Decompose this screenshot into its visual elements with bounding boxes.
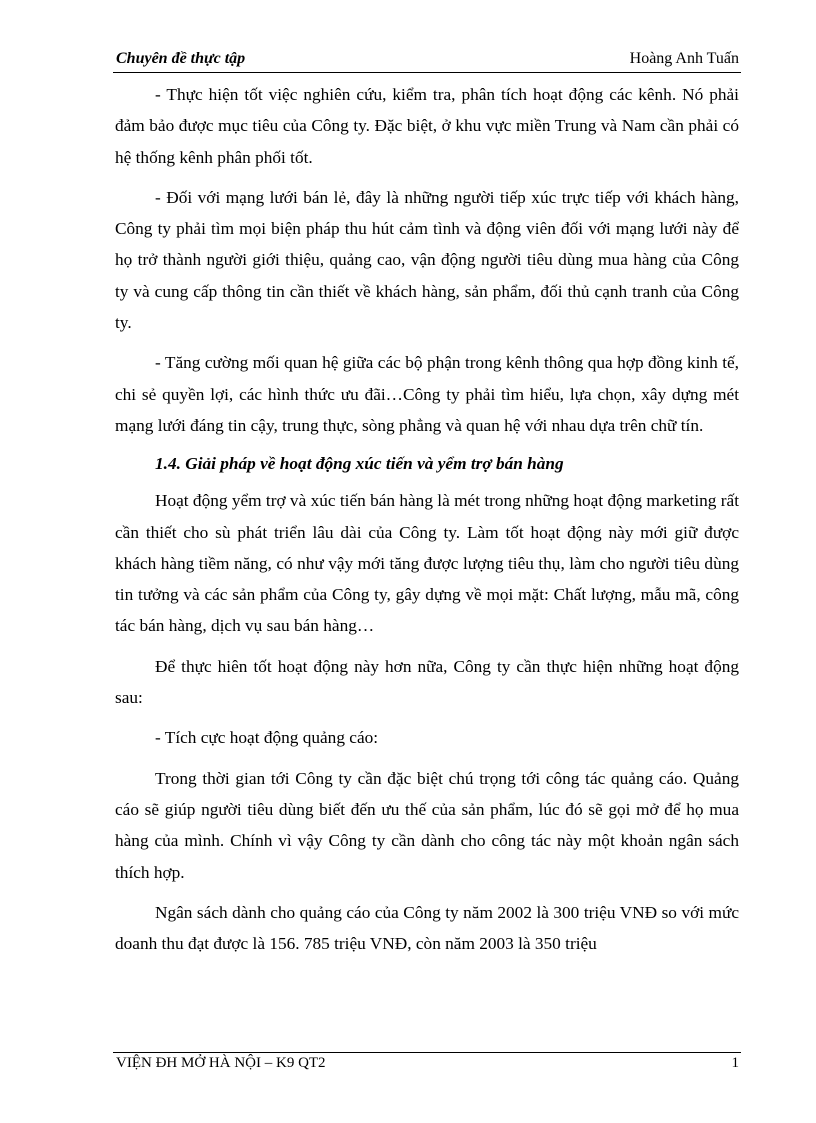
paragraph-7: Trong thời gian tới Công ty cần đặc biệt chú trọng tới công tác quảng cáo. Quảng cáo sẽ giúp người tiêu dùng biết đến ưu thế của sản phẩm, lúc đó sẽ gọi mở để họ mua hàng của mình. Chính vì vậy Công ty cần dành cho công tác này một khoản ngân sách thích hợp. xyxy=(115,768,739,882)
document-body xyxy=(115,79,739,959)
paragraph-1: - Thực hiện tốt việc nghiên cứu, kiểm tra, phân tích hoạt động các kênh. Nó phải đảm bảo được mục tiêu của Công ty. Đặc biệt, ở khu vực miền Trung và Nam cần phải có hệ thống kênh phân phối tốt. xyxy=(115,85,739,167)
paragraph-3: - Tăng cường mối quan hệ giữa các bộ phận trong kênh thông qua hợp đồng kinh tế, chi sẻ quyền lợi, các hình thức ưu đãi…Công ty phải tìm hiểu, lựa chọn, xây dựng mét mạng lưới đáng tin cậy, trung thực, sòng phẳng và quan hệ với nhau dựa trên chữ tín. xyxy=(115,353,739,435)
paragraph-4: Hoạt động yểm trợ và xúc tiến bán hàng là mét trong những hoạt động marketing rất cần thiết cho sù phát triển lâu dài của Công ty. Làm tốt hoạt động này mới giữ được khách hàng tiềm năng, có như vậy mới tăng được lượng tiêu thụ, làm cho người tiêu dùng tin tưởng và các sản phẩm của Công ty, gây dựng về mọi mặt: Chất lượng, mẫu mã, công tác bán hàng, dịch vụ sau bán hàng… xyxy=(115,491,739,636)
paragraph-2: - Đối với mạng lưới bán lẻ, đây là những người tiếp xúc trực tiếp với khách hàng, Công ty phải tìm mọi biện pháp thu hút cảm tình và động viên đối với mạng lưới này để họ trở thành người giới thiệu, quảng cao, vận động người tiêu dùng mua hàng của Công ty và cung cấp thông tin cần thiết về khách hàng, sản phẩm, đối thủ cạnh tranh của Công ty. xyxy=(115,187,739,333)
footer-institution: VIỆN ĐH MỞ HÀ NỘI – K9 QT2 xyxy=(116,1055,326,1071)
page-header xyxy=(113,48,741,73)
paragraph-8: Ngân sách dành cho quảng cáo của Công ty năm 2002 là 300 triệu VNĐ so với mức doanh thu đạt được là 156. 785 triệu VNĐ, còn năm 2003 là 350 triệu xyxy=(115,902,739,954)
paragraph-6: - Tích cực hoạt động quảng cáo: xyxy=(155,728,379,748)
header-title: Chuyên đề thực tập xyxy=(116,50,246,67)
page-footer xyxy=(113,1052,741,1071)
paragraph-5: Để thực hiên tốt hoạt động này hơn nữa, Công ty cần thực hiện những hoạt động sau: xyxy=(115,656,739,708)
page-number: 1 xyxy=(731,1055,739,1071)
section-heading: 1.4. Giải pháp về hoạt động xúc tiến và yểm trợ bán hàng xyxy=(155,454,564,474)
header-author: Hoàng Anh Tuấn xyxy=(629,50,739,67)
